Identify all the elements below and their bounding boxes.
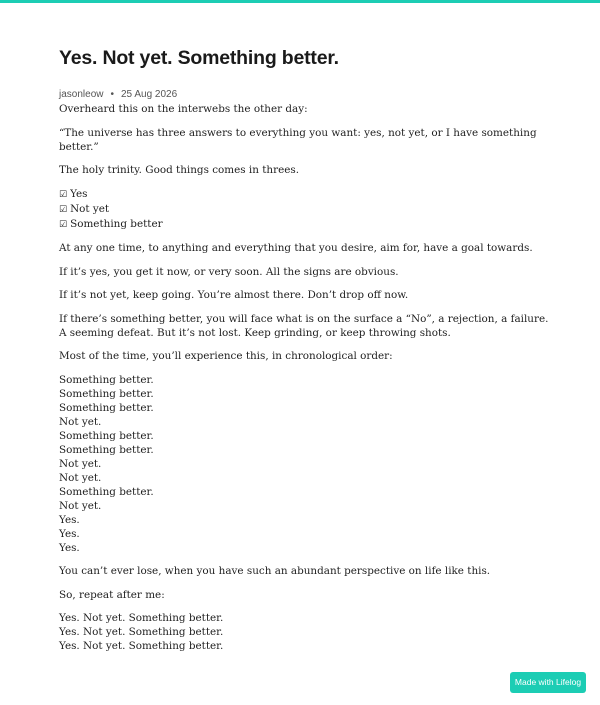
- post-date: 25 Aug 2026: [121, 89, 178, 100]
- list-item: Something better.: [59, 401, 154, 414]
- post-body: [59, 102, 549, 653]
- paragraph: Most of the time, you’ll experience this, in chronological order:: [59, 350, 393, 362]
- list-item: Something better.: [59, 387, 154, 400]
- paragraph: If it’s yes, you get it now, or very soon. All the signs are obvious.: [59, 265, 399, 278]
- post-meta: [59, 88, 549, 102]
- paragraph: If it’s not yet, keep going. You’re almost there. Don’t drop off now.: [59, 289, 409, 301]
- meta-separator: •: [110, 89, 114, 100]
- quote-paragraph: “The universe has three answers to everything you want: yes, not yet, or I have something better.”: [59, 126, 537, 153]
- post-title: Yes. Not yet. Something better.: [59, 47, 339, 69]
- list-item: Something better.: [59, 373, 154, 386]
- paragraph: If there’s something better, you will face what is on the surface a “No”, a rejection, a failure. A seeming defeat. But it’s not lost. Keep grinding, or keep throwing shots.: [59, 312, 549, 339]
- paragraph: You can’t ever lose, when you have such an abundant perspective on life like this.: [59, 565, 491, 577]
- article: [59, 44, 549, 653]
- paragraph: So, repeat after me:: [59, 588, 165, 601]
- list-item: Not yet.: [59, 499, 102, 512]
- sequence-list: [59, 373, 549, 555]
- checklist: [59, 187, 549, 232]
- list-item: Not yet.: [59, 471, 102, 484]
- top-accent-bar: [0, 0, 600, 3]
- list-item: Something better.: [59, 443, 154, 456]
- made-with-lifelog-button[interactable]: Made with Lifelog: [510, 672, 586, 693]
- checklist-item: ☑ Something better: [59, 217, 163, 230]
- list-item: Yes.: [59, 527, 80, 540]
- paragraph: At any one time, to anything and everything that you desire, aim for, have a goal towards.: [59, 242, 533, 254]
- list-item: Not yet.: [59, 457, 102, 470]
- paragraph: The holy trinity. Good things comes in threes.: [59, 164, 300, 176]
- list-item: Not yet.: [59, 415, 102, 428]
- mantra-list: [59, 611, 549, 653]
- paragraph: Overheard this on the interwebs the other day:: [59, 103, 308, 115]
- author-link[interactable]: jasonleow: [59, 89, 104, 100]
- checkbox-icon: ☑: [59, 204, 68, 215]
- checklist-item: ☑ Yes: [59, 187, 88, 200]
- list-item: Yes.: [59, 513, 80, 526]
- list-item: Something better.: [59, 429, 154, 442]
- list-item: Yes. Not yet. Something better.: [59, 626, 224, 638]
- list-item: Something better.: [59, 485, 154, 498]
- checkbox-icon: ☑: [59, 219, 68, 230]
- checklist-item: ☑ Not yet: [59, 202, 110, 215]
- list-item: Yes. Not yet. Something better.: [59, 640, 224, 652]
- checkbox-icon: ☑: [59, 189, 68, 200]
- list-item: Yes. Not yet. Something better.: [59, 612, 224, 624]
- list-item: Yes.: [59, 541, 80, 554]
